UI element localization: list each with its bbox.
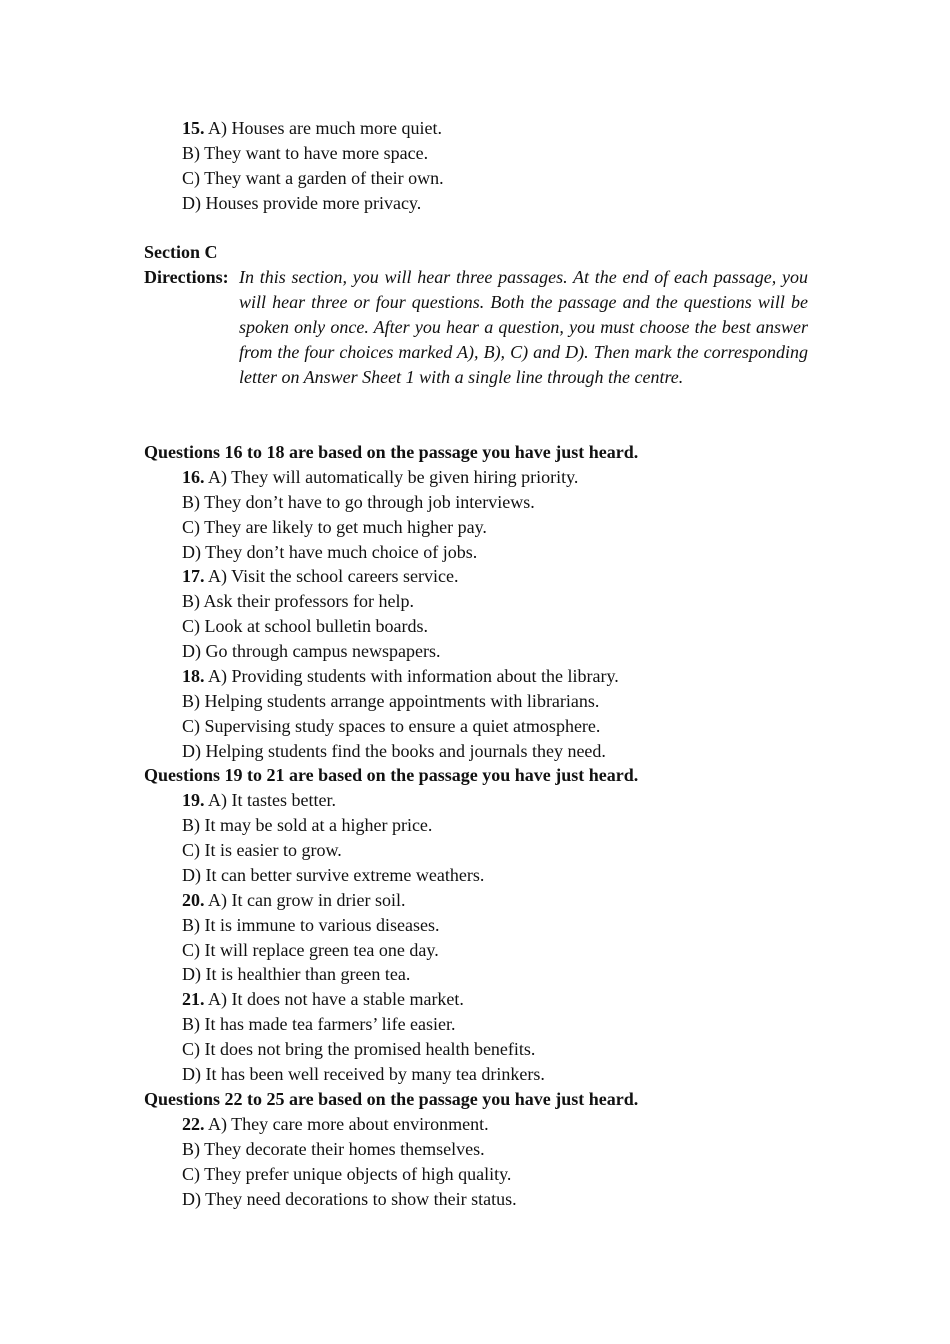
section-title: Section C xyxy=(144,242,218,262)
question-number: 16. xyxy=(182,467,205,487)
q16-option-b: B) They don’t have to go through job interviews. xyxy=(182,492,535,512)
q19-option-b: B) It may be sold at a higher price. xyxy=(182,815,433,835)
q18-option-d: D) Helping students find the books and journals they need. xyxy=(182,741,606,761)
q21-option-c: C) It does not bring the promised health benefits. xyxy=(182,1039,536,1059)
q16-option-d: D) They don’t have much choice of jobs. xyxy=(182,542,478,562)
q18-option-b: B) Helping students arrange appointments with librarians. xyxy=(182,691,600,711)
q20-option-c: C) It will replace green tea one day. xyxy=(182,940,439,960)
q19-option-a: 19. A) It tastes better. xyxy=(182,790,336,810)
q20-option-a: 20. A) It can grow in drier soil. xyxy=(182,890,406,910)
question-number: 19. xyxy=(182,790,205,810)
q22-option-a: 22. A) They care more about environment. xyxy=(182,1114,489,1134)
q22-option-b: B) They decorate their homes themselves. xyxy=(182,1139,485,1159)
q21-option-b: B) It has made tea farmers’ life easier. xyxy=(182,1014,456,1034)
question-number: 15. xyxy=(182,118,205,138)
q17-option-d: D) Go through campus newspapers. xyxy=(182,641,441,661)
q22-option-d: D) They need decorations to show their status. xyxy=(182,1189,517,1209)
question-number: 22. xyxy=(182,1114,205,1134)
question-number: 17. xyxy=(182,566,205,586)
group-header-19-21: Questions 19 to 21 are based on the passage you have just heard. xyxy=(144,765,639,785)
q21-option-d: D) It has been well received by many tea drinkers. xyxy=(182,1064,545,1084)
question-number: 21. xyxy=(182,989,205,1009)
q15-option-c: C) They want a garden of their own. xyxy=(182,168,444,188)
q19-option-d: D) It can better survive extreme weathers. xyxy=(182,865,485,885)
group-header-16-18: Questions 16 to 18 are based on the passage you have just heard. xyxy=(144,442,639,462)
q20-option-d: D) It is healthier than green tea. xyxy=(182,964,411,984)
q18-option-a: 18. A) Providing students with information about the library. xyxy=(182,666,619,686)
q15-option-a: 15. A) Houses are much more quiet. xyxy=(182,118,442,138)
q16-option-a: 16. A) They will automatically be given hiring priority. xyxy=(182,467,579,487)
q18-option-c: C) Supervising study spaces to ensure a quiet atmosphere. xyxy=(182,716,601,736)
q16-option-c: C) They are likely to get much higher pay. xyxy=(182,517,487,537)
q21-option-a: 21. A) It does not have a stable market. xyxy=(182,989,464,1009)
group-header-22-25: Questions 22 to 25 are based on the passage you have just heard. xyxy=(144,1089,639,1109)
q20-option-b: B) It is immune to various diseases. xyxy=(182,915,440,935)
q17-option-a: 17. A) Visit the school careers service. xyxy=(182,566,459,586)
question-number: 20. xyxy=(182,890,205,910)
question-number: 18. xyxy=(182,666,205,686)
q17-option-b: B) Ask their professors for help. xyxy=(182,591,414,611)
q19-option-c: C) It is easier to grow. xyxy=(182,840,342,860)
q17-option-c: C) Look at school bulletin boards. xyxy=(182,616,428,636)
q15-option-d: D) Houses provide more privacy. xyxy=(182,193,422,213)
directions-text: In this section, you will hear three passages. At the end of each passage, you will hear three or four questions. Both the passage and the questions will be spoken only once. After you hear a question, you must choose the best answer from the four choices marked A), B), C) and D). Then mark the corresponding letter on Answer Sheet 1 with a single line through the centre. xyxy=(239,267,808,387)
q22-option-c: C) They prefer unique objects of high quality. xyxy=(182,1164,512,1184)
q15-option-b: B) They want to have more space. xyxy=(182,143,429,163)
directions-label: Directions: xyxy=(144,267,229,287)
